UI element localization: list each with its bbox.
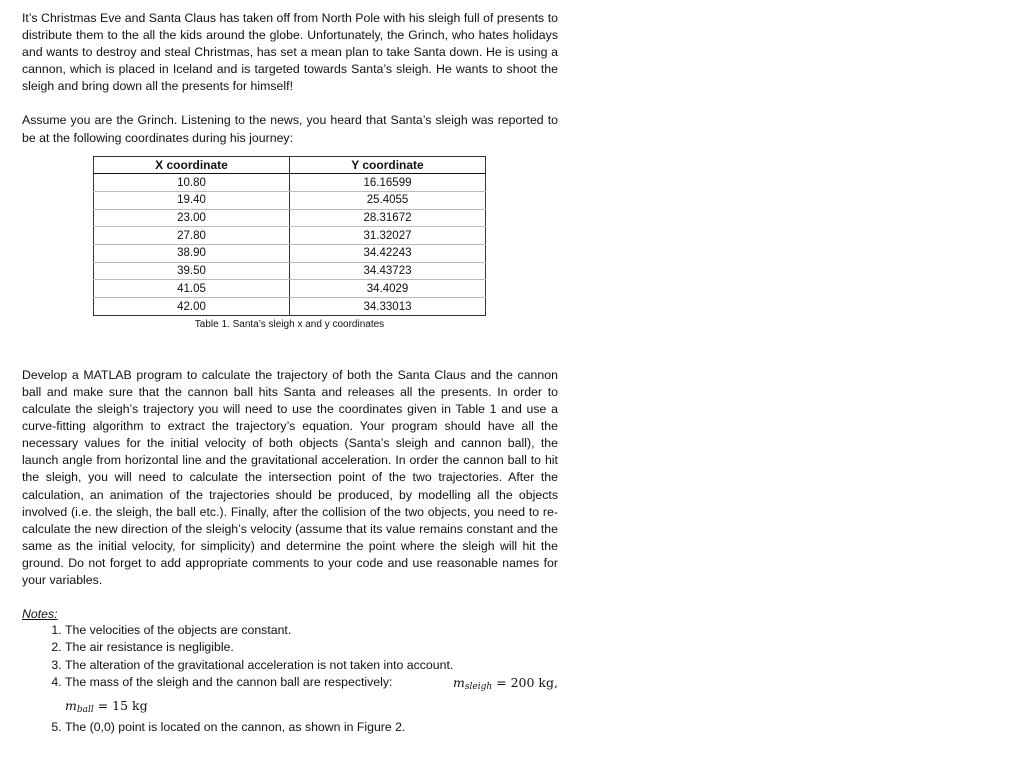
note-item-4 bbox=[65, 674, 558, 719]
notes-list bbox=[22, 622, 558, 736]
y-cell: 16.16599 bbox=[290, 174, 486, 192]
note-4-first-line bbox=[65, 674, 558, 696]
mass-sleigh-symbol: m bbox=[453, 675, 465, 691]
table-row bbox=[94, 280, 486, 298]
note-item-1 bbox=[65, 622, 558, 639]
x-cell: 23.00 bbox=[94, 209, 290, 227]
mass-ball-symbol: m bbox=[65, 697, 77, 713]
x-cell: 42.00 bbox=[94, 298, 290, 316]
intro-paragraph: It’s Christmas Eve and Santa Claus has taken off from North Pole with his sleigh full of presents to distribute them to the all the kids around the globe. Unfortunately, the Grinch, who hates holidays and wants to destroy and steal Christmas, has set a mean plan to take Santa down. He is using a cannon, which is placed in Iceland and is targeted towards Santa’s sleigh. He wants to shoot the sleigh and bring down all the presents for himself! bbox=[22, 11, 558, 94]
x-cell: 19.40 bbox=[94, 192, 290, 210]
table-caption: Table 1. Santa’s sleigh x and y coordinates bbox=[194, 318, 385, 330]
note-4-second-line bbox=[65, 697, 558, 719]
note-4-prefix: 4. The mass of the sleigh and the cannon ball are respectively: bbox=[65, 675, 393, 690]
coordinates-table bbox=[93, 156, 486, 316]
document-page bbox=[22, 10, 558, 737]
x-cell: 10.80 bbox=[94, 174, 290, 192]
table-row bbox=[94, 262, 486, 280]
table-header-row bbox=[94, 156, 486, 174]
note-text: The alteration of the gravitational acceleration is not taken into account. bbox=[65, 657, 454, 672]
table-row bbox=[94, 192, 486, 210]
table-row bbox=[94, 174, 486, 192]
x-cell: 39.50 bbox=[94, 262, 290, 280]
note-text: The (0,0) point is located on the cannon, as shown in Figure 2. bbox=[65, 720, 406, 735]
note-item-3 bbox=[65, 657, 558, 674]
y-cell: 34.4029 bbox=[290, 280, 486, 298]
table-row bbox=[94, 245, 486, 263]
x-cell: 38.90 bbox=[94, 245, 290, 263]
note-text: The air resistance is negligible. bbox=[65, 640, 234, 655]
mass-ball-subscript: ball bbox=[76, 704, 94, 715]
x-coordinate-header: X coordinate bbox=[94, 156, 290, 174]
x-cell: 41.05 bbox=[94, 280, 290, 298]
y-cell: 25.4055 bbox=[290, 192, 486, 210]
develop-paragraph: Develop a MATLAB program to calculate the trajectory of both the Santa Claus and the cannon ball and make sure that the cannon ball hits Santa and releases all the presents. In order to calculate the sleigh’s trajectory you will need to use the coordinates given in Table 1 and use a curve-fitting algorithm to extract the trajectory’s equation. Your program should have all the necessary values for the initial velocity of both objects (Santa’s sleigh and cannon ball), the launch angle from horizontal line and the gravitational acceleration. In order the cannon ball to hit the sleigh, you will need to calculate the intersection point of the two trajectories. After the calculation, an animation of the trajectories should be produced, by modelling all the objects involved (i.e. the sleigh, the ball etc.). Finally, after the collision of the two objects, you need to re-calculate the new direction of the sleigh’s velocity (assume that its value remains constant and the same as the initial velocity, for simplicity) and determine the point where the sleigh will hit the ground. Do not forget to add appropriate comments to your code and use reasonable names for your variables. bbox=[22, 367, 558, 587]
y-cell: 31.32027 bbox=[290, 227, 486, 245]
mass-sleigh-subscript: sleigh bbox=[464, 682, 493, 693]
y-cell: 34.33013 bbox=[290, 298, 486, 316]
notes-heading: Notes: bbox=[22, 607, 58, 622]
mass-ball-value: = 15 kg bbox=[97, 697, 148, 713]
table-row bbox=[94, 209, 486, 227]
y-coordinate-header: Y coordinate bbox=[290, 156, 486, 174]
x-cell: 27.80 bbox=[94, 227, 290, 245]
assume-paragraph: Assume you are the Grinch. Listening to the news, you heard that Santa’s sleigh was reported to be at the following coordinates during his journey: bbox=[22, 113, 558, 145]
table-row bbox=[94, 298, 486, 316]
y-cell: 28.31672 bbox=[290, 209, 486, 227]
mass-sleigh-formula bbox=[453, 674, 558, 696]
note-item-5 bbox=[65, 719, 558, 736]
note-item-2 bbox=[65, 639, 558, 656]
mass-ball-formula bbox=[65, 698, 148, 713]
mass-sleigh-value: = 200 kg, bbox=[496, 675, 558, 691]
y-cell: 34.42243 bbox=[290, 245, 486, 263]
y-cell: 34.43723 bbox=[290, 262, 486, 280]
coordinates-table-wrapper bbox=[93, 156, 486, 330]
table-row bbox=[94, 227, 486, 245]
note-text: The velocities of the objects are constant. bbox=[65, 623, 292, 638]
